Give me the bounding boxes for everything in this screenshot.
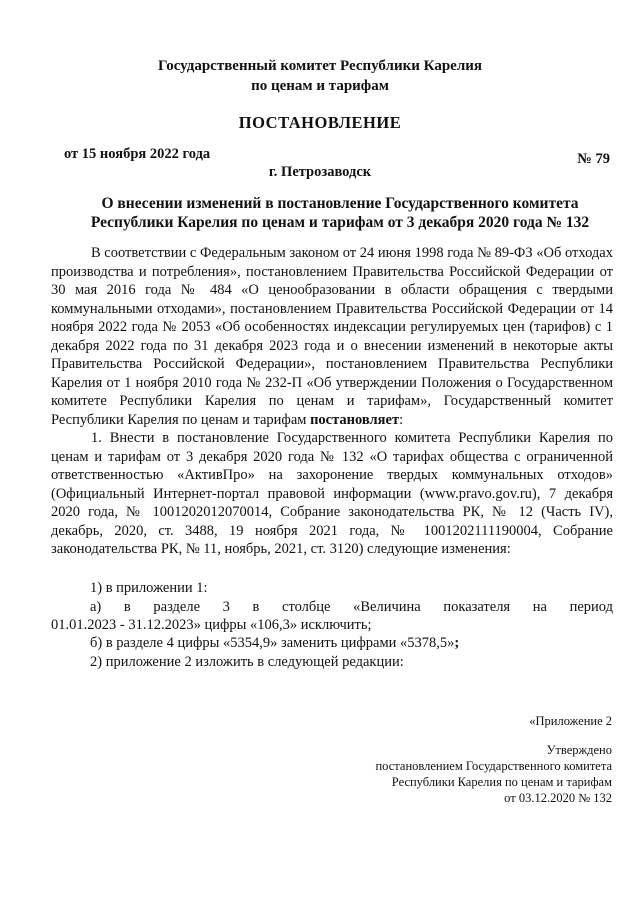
annex-line3: от 03.12.2020 № 132: [504, 791, 612, 805]
sub-item-1b-semicolon: ;: [454, 635, 460, 651]
annex-label: «Приложение 2: [529, 714, 612, 728]
preamble-colon: :: [399, 411, 404, 428]
org-name-line2: по ценам и тарифам: [251, 78, 389, 94]
doc-number: № 79: [577, 151, 610, 167]
sub-item-1: 1) в приложении 1:: [90, 580, 208, 596]
doc-city: г. Петрозаводск: [268, 164, 372, 180]
sub-item-1a-line2: 01.01.2023 - 31.12.2023» цифры «106,3» исключить;: [51, 617, 372, 633]
annex-line2: Республики Карелия по ценам и тарифам: [391, 775, 612, 789]
annex-line1: постановлением Государственного комитета: [375, 759, 612, 773]
sub-item-2: 2) приложение 2 изложить в следующей редакции:: [90, 654, 404, 670]
resolves-word: постановляет: [310, 411, 400, 428]
doc-title-line2: Республики Карелия по ценам и тарифам от 3 декабря 2020 года № 132: [90, 214, 590, 231]
preamble-text: В соответствии с Федеральным законом от 24 июня 1998 года № 89-ФЗ «Об отходах производства и потребления», постановлением Правительства Российской Федерации от 30 мая 2016 года № 484 «О ценообразовании в области обращения с твердыми коммунальными отходами», постановлением Правительства Российской Федерации от 14 ноября 2022 года № 2053 «Об особенностях индексации регулируемых цен (тарифов) с 1 декабря 2022 года по 31 декабря 2023 года и о внесении изменений в некоторые акты Правительства Российской Федерации», постановлением Правительства Республики Карелия от 1 ноября 2010 года № 232-П «Об утверждении Положения о Государственном комитете Республики Карелия по ценам и тарифам», Государственный комитет Республики Карелия по ценам и тарифам: [51, 245, 613, 428]
annex-approved: Утверждено: [546, 743, 612, 757]
main-body: [51, 244, 613, 559]
org-name-line1: Государственный комитет Республики Карелия: [158, 58, 482, 74]
item1-paragraph: 1. Внести в постановление Государственного комитета Республики Карелия по ценам и тарифам от 3 декабря 2020 года № 132 «О тарифах общества с ограниченной ответственностью «АктивПро» на захоронение твердых коммунальных отходов» (Официальный Интернет-портал правовой информации (www.pravo.gov.ru), 7 декабря 2020 года, № 1001202012070014, Собрание законодательства РК, № 12 (Часть IV), декабрь, 2020, ст. 3488, 19 ноября 2021 года, № 1001202111190004, Собрание законодательства РК, № 11, ноябрь, 2021, ст. 3120) следующие изменения:: [51, 430, 613, 557]
sub-item-1a-line1: а) в разделе 3 в столбце «Величина показателя на период: [90, 599, 613, 615]
doc-type-heading: ПОСТАНОВЛЕНИЕ: [238, 113, 402, 132]
sub-item-1b-text: б) в разделе 4 цифры «5354,9» заменить цифрами «5378,5»: [90, 635, 455, 651]
doc-date: от 15 ноября 2022 года: [64, 146, 211, 162]
doc-title-line1: О внесении изменений в постановление Государственного комитета: [101, 195, 579, 212]
sub-item-1b: [90, 634, 459, 653]
preamble-paragraph: [51, 244, 613, 429]
